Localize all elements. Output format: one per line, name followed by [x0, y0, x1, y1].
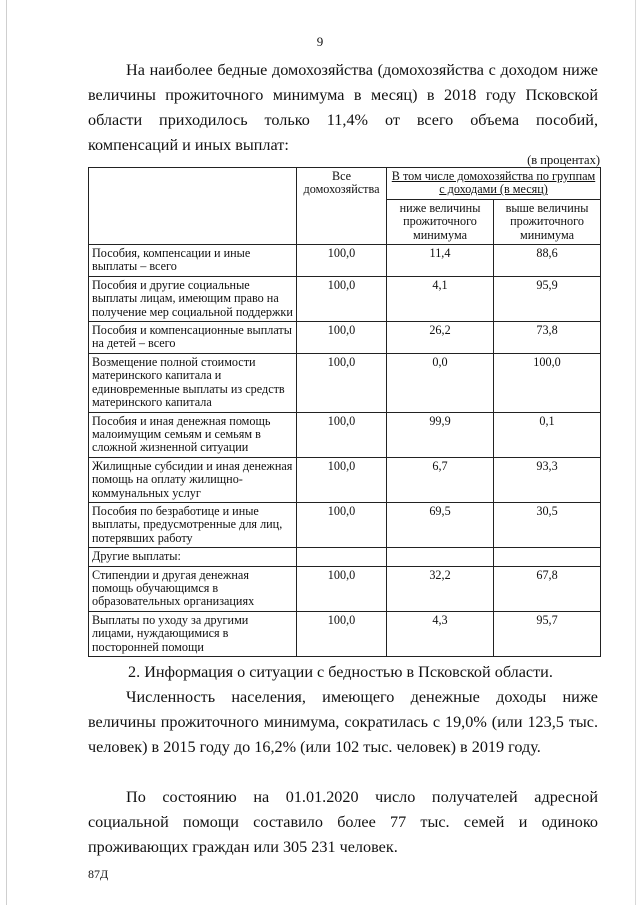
cell-all: 100,0	[297, 245, 387, 277]
cell-below: 32,2	[387, 566, 494, 611]
cell-above: 0,1	[494, 412, 601, 457]
table-row-other-label	[89, 548, 601, 566]
cell-all: 100,0	[297, 566, 387, 611]
cell-above: 93,3	[494, 457, 601, 502]
row-label: Стипендии и другая денежная помощь обучающимся в образовательных организациях	[89, 566, 297, 611]
row-label: Выплаты по уходу за другими лицами, нуждающимися в посторонней помощи	[89, 611, 297, 656]
header-group-title: В том числе домохозяйства по группам с доходами (в месяц)	[387, 168, 601, 200]
table-row	[89, 322, 601, 354]
page-number: 9	[316, 34, 324, 49]
table-row	[89, 502, 601, 547]
cell-below: 0,0	[387, 353, 494, 412]
row-label: Пособия, компенсации и иные выплаты – всего	[89, 245, 297, 277]
empty-cell	[297, 548, 387, 566]
population-paragraph	[88, 685, 598, 760]
cell-all: 100,0	[297, 457, 387, 502]
empty-cell	[387, 548, 494, 566]
cell-above: 67,8	[494, 566, 601, 611]
row-label: Пособия и иная денежная помощь малоимущим семьям и семьям в сложной жизненной ситуации	[89, 412, 297, 457]
cell-below: 11,4	[387, 245, 494, 277]
header-empty-cell	[89, 168, 297, 245]
section-heading: 2. Информация о ситуации с бедностью в Псковской области.	[128, 663, 553, 681]
empty-cell	[494, 548, 601, 566]
other-payments-label: Другие выплаты:	[89, 548, 297, 566]
cell-all: 100,0	[297, 412, 387, 457]
scan-edge-right	[635, 0, 636, 905]
row-label: Жилищные субсидии и иная денежная помощь на оплату жилищно-коммунальных услуг	[89, 457, 297, 502]
intro-text: На наиболее бедные домохозяйства (домохозяйства с доходом ниже величины прожиточного минимума в месяц) в 2018 году Псковской области приходилось только 11,4% от всего объема пособий, компенсаций и иных выплат:	[88, 61, 598, 154]
cell-above: 95,7	[494, 611, 601, 656]
table-row	[89, 353, 601, 412]
benefits-table	[88, 167, 601, 657]
table-row	[89, 611, 601, 656]
assistance-paragraph	[88, 785, 598, 860]
cell-below: 4,1	[387, 276, 494, 321]
header-all-households: Все домохозяйства	[297, 168, 387, 245]
cell-above: 73,8	[494, 322, 601, 354]
cell-all: 100,0	[297, 353, 387, 412]
cell-all: 100,0	[297, 322, 387, 354]
assistance-text: По состоянию на 01.01.2020 число получателей адресной социальной помощи составило более 77 тыс. семей и одиноко проживающих граждан или 305 231 человек.	[88, 788, 598, 856]
table-row	[89, 276, 601, 321]
cell-above: 95,9	[494, 276, 601, 321]
intro-paragraph	[88, 58, 598, 158]
cell-above: 30,5	[494, 502, 601, 547]
cell-below: 6,7	[387, 457, 494, 502]
table-header-row	[89, 168, 601, 200]
table-row	[89, 412, 601, 457]
scan-edge-left	[6, 0, 7, 905]
cell-below: 26,2	[387, 322, 494, 354]
footer-code: 87Д	[88, 867, 109, 881]
table-row	[89, 245, 601, 277]
cell-below: 69,5	[387, 502, 494, 547]
cell-below: 4,3	[387, 611, 494, 656]
cell-all: 100,0	[297, 502, 387, 547]
header-above-minimum: выше величины прожиточного минимума	[494, 199, 601, 244]
table-row	[89, 566, 601, 611]
cell-above: 88,6	[494, 245, 601, 277]
table-row	[89, 457, 601, 502]
row-label: Пособия и компенсационные выплаты на детей – всего	[89, 322, 297, 354]
cell-above: 100,0	[494, 353, 601, 412]
table-units-note: (в процентах)	[527, 153, 600, 167]
cell-below: 99,9	[387, 412, 494, 457]
row-label: Возмещение полной стоимости материнского капитала и единовременные выплаты из средств материнского капитала	[89, 353, 297, 412]
row-label: Пособия и другие социальные выплаты лицам, имеющим право на получение мер социальной поддержки	[89, 276, 297, 321]
row-label: Пособия по безработице и иные выплаты, предусмотренные для лиц, потерявших работу	[89, 502, 297, 547]
header-below-minimum: ниже величины прожиточного минимума	[387, 199, 494, 244]
cell-all: 100,0	[297, 611, 387, 656]
population-text: Численность населения, имеющего денежные доходы ниже величины прожиточного минимума, сократилась с 19,0% (или 123,5 тыс. человек) в 2015 году до 16,2% (или 102 тыс. человек) в 2019 году.	[88, 688, 598, 756]
cell-all: 100,0	[297, 276, 387, 321]
